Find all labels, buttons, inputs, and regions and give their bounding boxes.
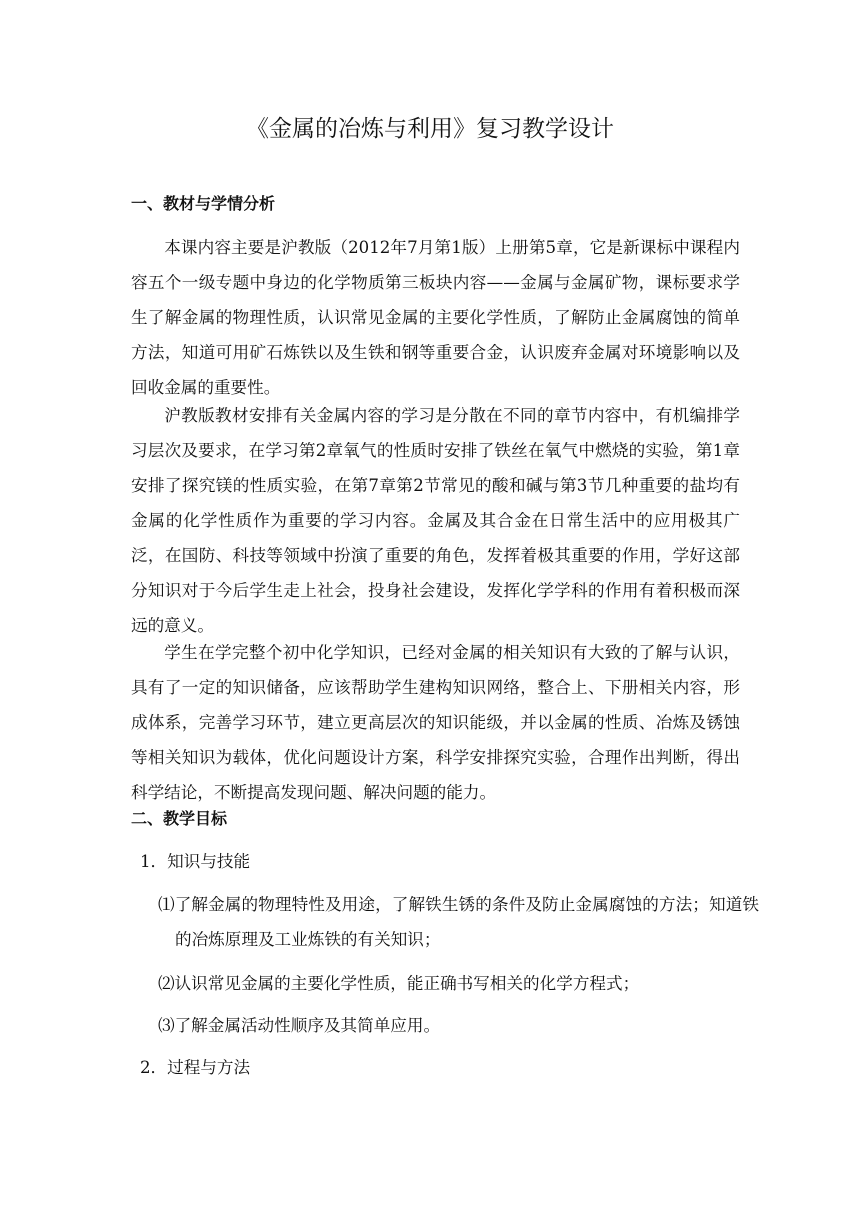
paragraph-textbook-arrangement: 沪教版教材安排有关金属内容的学习是分散在不同的章节内容中，有机编排学习层次及要求，在学习第2章氧气的性质时安排了铁丝在氧气中燃烧的实验，第1章安排了探究镁的性质实验，在第7章第2节常见的酸和碱与第3节几种重要的盐均有金属的化学性质作为重要的学习内容。金属及其合金在日常生活中的应用极其广泛，在国防、科技等领域中扮演了重要的角色，发挥着极其重要的作用，学好这部分知识对于今后学生走上社会，投身社会建设，发挥化学学科的作用有着积极而深远的意义。 [131, 406, 740, 635]
objective-item-1: ⑴了解金属的物理特性及用途，了解铁生锈的条件及防止金属腐蚀的方法；知道铁的冶炼原理及工业炼铁的有关知识； [158, 895, 759, 949]
paragraph-student-analysis: 学生在学完整个初中化学知识，已经对金属的相关知识有大致的了解与认识，具有了一定的知识储备，应该帮助学生建构知识网络，整合上、下册相关内容，形成体系，完善学习环节，建立更高层次的知识能级，并以金属的性质、冶炼及锈蚀等相关知识为载体，优化问题设计方案，科学安排探究实验，合理作出判断，得出科学结论，不断提高发现问题、解决问题的能力。 [131, 643, 740, 802]
subsection-heading-process: 2．过程与方法 [140, 1058, 251, 1077]
objective-item-2: ⑵认识常见金属的主要化学性质，能正确书写相关的化学方程式； [158, 974, 640, 993]
section-heading-analysis: 一、教材与学情分析 [131, 194, 276, 213]
objective-item-3: ⑶了解金属活动性顺序及其简单应用。 [158, 1016, 441, 1035]
paragraph-textbook-content: 本课内容主要是沪教版（2012年7月第1版）上册第5章，它是新课标中课程内容五个一级专题中身边的化学物质第三板块内容——金属与金属矿物，课标要求学生了解金属的物理性质，认识常见金属的主要化学性质，了解防止金属腐蚀的简单方法，知道可用矿石炼铁以及生铁和钢等重要合金，认识废弃金属对环境影响以及回收金属的重要性。 [131, 238, 740, 397]
section-heading-objectives: 二、教学目标 [131, 809, 228, 828]
subsection-heading-knowledge: 1．知识与技能 [140, 852, 251, 871]
document-title: 《金属的冶炼与利用》复习教学设计 [246, 116, 614, 142]
